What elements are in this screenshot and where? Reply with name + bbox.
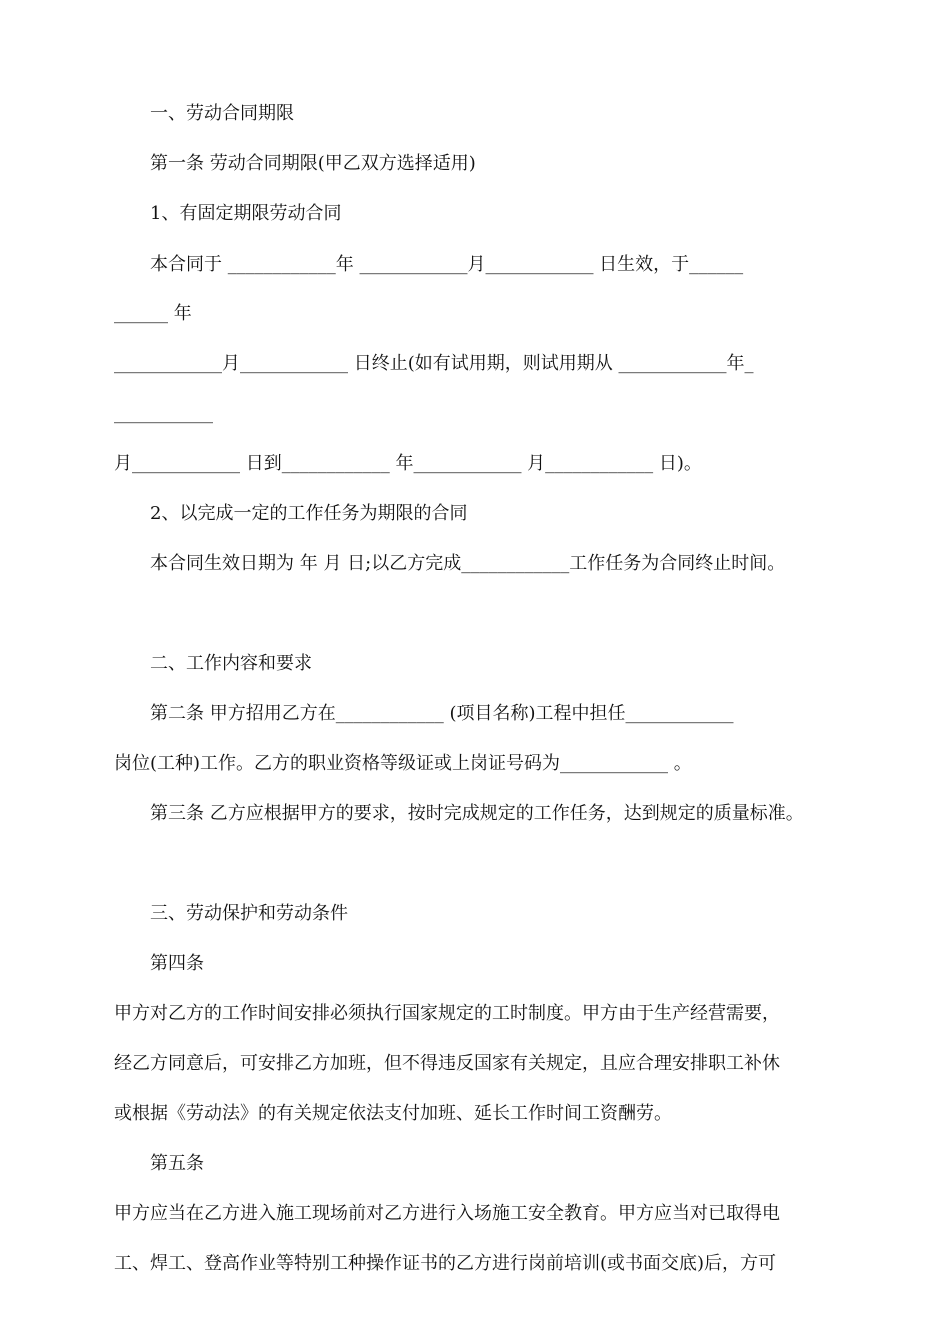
article-3-text: 第三条 乙方应根据甲方的要求，按时完成规定的工作任务，达到规定的质量标准。 [150, 803, 804, 824]
article-5-line-2: 工、焊工、登高作业等特别工种操作证书的乙方进行岗前培训(或书面交底)后，方可 [114, 1253, 777, 1274]
clause-1-heading: 1、有固定期限劳动合同 [150, 203, 342, 224]
clause-1-text-line-4: ___________ [114, 403, 213, 424]
article-4-line-2: 经乙方同意后，可安排乙方加班，但不得违反国家有关规定，且应合理安排职工补休 [114, 1053, 780, 1074]
article-4-title: 第四条 [150, 953, 204, 974]
section-heading-3: 三、劳动保护和劳动条件 [150, 903, 348, 924]
article-1-title: 第一条 劳动合同期限(甲乙双方选择适用) [150, 153, 476, 174]
article-2-line-1: 第二条 甲方招用乙方在____________ (项目名称)工程中担任____________ [150, 703, 734, 724]
article-4-line-1: 甲方对乙方的工作时间安排必须执行国家规定的工时制度。甲方由于生产经营需要， [114, 1003, 780, 1024]
clause-2-heading: 2、以完成一定的工作任务为期限的合同 [150, 503, 468, 524]
article-5-title: 第五条 [150, 1153, 204, 1174]
article-4-line-3: 或根据《劳动法》的有关规定依法支付加班、延长工作时间工资酬劳。 [114, 1103, 672, 1124]
clause-1-text-line-3: ____________月____________ 日终止(如有试用期，则试用期从 ____________年_ [114, 353, 754, 374]
clause-2-text: 本合同生效日期为 年 月 日;以乙方完成____________工作任务为合同终止时间。 [150, 553, 786, 574]
article-2-line-2: 岗位(工种)工作。乙方的职业资格等级证或上岗证号码为____________ 。 [114, 753, 692, 774]
clause-1-text-line-1: 本合同于 ____________年 ____________月____________ 日生效，于______ [150, 254, 744, 275]
section-heading-2: 二、工作内容和要求 [150, 653, 312, 674]
clause-1-text-line-5: 月____________ 日到____________ 年____________ 月____________ 日)。 [114, 453, 702, 474]
article-5-line-1: 甲方应当在乙方进入施工现场前对乙方进行入场施工安全教育。甲方应当对已取得电 [114, 1203, 780, 1224]
clause-1-text-line-2: ______ 年 [114, 303, 192, 324]
section-heading-1: 一、劳动合同期限 [150, 103, 294, 124]
